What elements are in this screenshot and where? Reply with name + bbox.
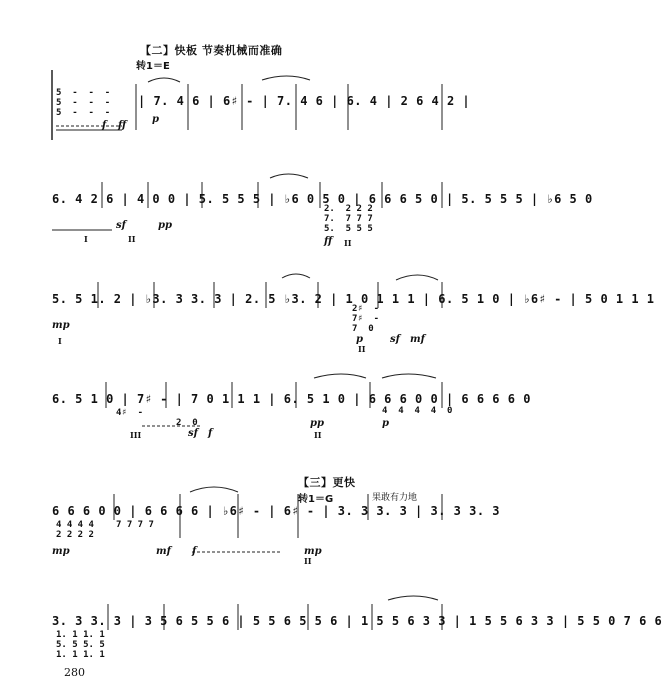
melody-line-1: | 7. 4 6 | 6♯ - | 7. 4 6 | 6. 4 | 2 6 4 2 | bbox=[138, 94, 471, 108]
dynamic-mark: mp bbox=[52, 320, 70, 331]
dynamic-mark: sf bbox=[116, 220, 126, 231]
melody-line-2: 6. 4 2 6 | 4 0 0 | 5. 5 5 5 | ♭6 0 5 0 | 6 6 6 5 0 | 5. 5 5 5 | ♭6 5 0 bbox=[52, 192, 593, 206]
dynamic-mark: p bbox=[356, 334, 363, 345]
melody-line-3: 5. 5 1. 2 | ♭3. 3 3. 3 | 2. 5 ♭3. 2 | 1 0 1 1 1 | 6. 5 1 0 | ♭6♯ - | 5 0 1 1 1 bbox=[52, 292, 655, 306]
dynamic-mark: pp bbox=[310, 418, 324, 429]
score-system-5 bbox=[52, 480, 501, 568]
score-system-3 bbox=[52, 268, 655, 356]
harmony-row-2c: 5. 5 5 5 bbox=[324, 224, 373, 234]
score-system-4 bbox=[52, 368, 531, 456]
dynamic-mark: mf bbox=[410, 334, 425, 345]
harmony-row-1c: 5 - - - bbox=[56, 108, 111, 118]
dynamic-mark: ff bbox=[324, 236, 333, 247]
section-mark: I bbox=[58, 336, 62, 346]
melody-line-4: 6. 5 1 0 | 7♯ - | 7 0 1 1 1 | 6. 5 1 0 | 6 6 6 0 0 | 6 6 6 6 0 bbox=[52, 392, 531, 406]
staff-lines bbox=[52, 268, 655, 356]
harmony-row-3a: 2♯ - bbox=[352, 304, 380, 314]
harmony-row-6a: 1. 1 1. 1 bbox=[56, 630, 105, 640]
harmony-row-3b: 7♯ - bbox=[352, 314, 380, 324]
melody-line-5: 6 6 6 0 0 | 6 6 6 6 | ♭6♯ - | 6♯ - | 3. 3 3. 3 | 3. 3 3. 3 bbox=[52, 504, 501, 518]
section-mark: II bbox=[358, 344, 366, 354]
section-title-3: 【三】更快 bbox=[298, 476, 356, 489]
harmony-row-4c: 2 0 bbox=[176, 418, 198, 428]
expression-note: 果敢有力地 bbox=[372, 493, 418, 503]
page-number: 280 bbox=[64, 666, 85, 679]
section-mark: III bbox=[130, 430, 142, 440]
dynamic-mark: pp bbox=[158, 220, 172, 231]
section-mark: II bbox=[344, 238, 352, 248]
dynamic-mark: f bbox=[102, 120, 107, 131]
dynamic-mark: p bbox=[382, 418, 389, 429]
harmony-row-3c: 7 0 bbox=[352, 324, 374, 334]
dynamic-mark: ff bbox=[118, 120, 127, 131]
dynamic-mark: sf bbox=[188, 428, 198, 439]
score-system-6 bbox=[52, 590, 662, 678]
harmony-row-2a: 2. 2 2 2 bbox=[324, 204, 373, 214]
dynamic-mark: mf bbox=[156, 546, 171, 557]
score-system-2 bbox=[52, 168, 593, 256]
staff-lines bbox=[52, 480, 501, 568]
dynamic-mark: f bbox=[192, 546, 197, 557]
dynamic-mark: f bbox=[208, 428, 213, 439]
harmony-row-5a: 4 4 4 4 bbox=[56, 520, 94, 530]
staff-lines bbox=[52, 70, 444, 158]
staff-lines bbox=[52, 168, 593, 256]
harmony-row-1a: 5 - - - bbox=[56, 88, 111, 98]
score-system-1 bbox=[52, 70, 471, 158]
dynamic-mark: mp bbox=[52, 546, 70, 557]
key-signature-2: 转1＝E bbox=[136, 61, 170, 72]
staff-lines bbox=[52, 590, 662, 678]
harmony-row-4b: 4♯ - bbox=[116, 408, 144, 418]
harmony-row-5c: 7 7 7 7 bbox=[116, 520, 154, 530]
harmony-row-2b: 7. 7 7 7 bbox=[324, 214, 373, 224]
dynamic-mark: p bbox=[152, 114, 159, 125]
harmony-row-6c: 1. 1 1. 1 bbox=[56, 650, 105, 660]
dynamic-mark: mp bbox=[304, 546, 322, 557]
section-mark: II bbox=[314, 430, 322, 440]
harmony-row-4a: 4 4 4 4 0 bbox=[382, 406, 453, 416]
melody-line-6: 3. 3 3. 3 | 3 5 6 5 5 6 | 5 5 6 5 5 6 | 1 5 5 6 3 3 | 1 5 5 6 3 3 | 5 5 0 7 6 6 bbox=[52, 614, 662, 628]
section-mark: II bbox=[304, 556, 312, 566]
harmony-row-6b: 5. 5 5. 5 bbox=[56, 640, 105, 650]
harmony-row-1b: 5 - - - bbox=[56, 98, 111, 108]
section-mark: I bbox=[84, 234, 88, 244]
dynamic-mark: sf bbox=[390, 334, 400, 345]
harmony-row-5b: 2 2 2 2 bbox=[56, 530, 94, 540]
section-mark: II bbox=[128, 234, 136, 244]
key-signature-3: 转1＝G bbox=[298, 494, 334, 505]
section-title-2: 【二】快板 节奏机械而准确 bbox=[140, 44, 283, 57]
